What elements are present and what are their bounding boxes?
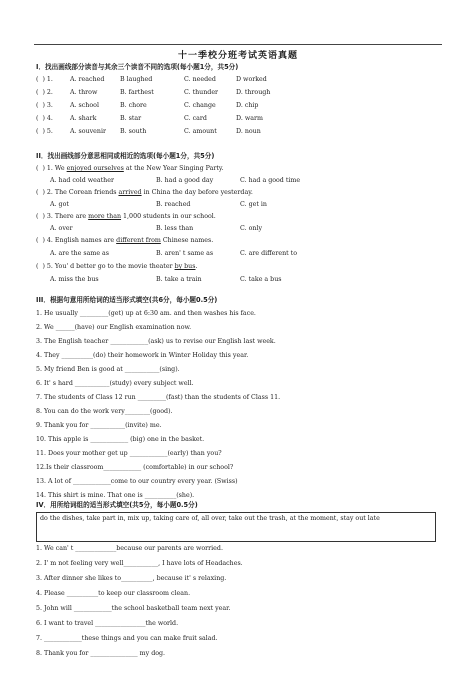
fill-in-line: 2. We ______(have) our English examination now. (36, 324, 192, 331)
header-rule (34, 44, 442, 45)
underlined-phrase: arrived (118, 189, 142, 196)
option-b: B. take a train (156, 276, 202, 283)
option-b: B. south (120, 128, 147, 135)
fill-in-line: 1. We can' t _____________because our parents are worried. (36, 545, 223, 552)
option-c: C. get in (240, 201, 267, 208)
question-5 (36, 263, 198, 271)
question-2 (36, 189, 253, 197)
word-box (36, 512, 436, 542)
fill-in-line: 5. My friend Ben is good at ___________(sing). (36, 366, 180, 373)
option-c: C. had a good time (240, 177, 301, 184)
fill-in-line: 8. Thank you for _______________ my dog. (36, 650, 166, 657)
option-a: A. reached (70, 76, 105, 83)
fill-in-line: 9. Thank you for ___________(invite) me. (36, 422, 162, 429)
question-text: in China the day before yesterday. (141, 189, 253, 196)
option-c: C. needed (184, 76, 216, 83)
underlined-phrase: enjoyed ourselves (66, 165, 124, 172)
option-c: C. only (240, 225, 263, 232)
section-4-heading: IV．用所给词组的适当形式填空(共5分，每小题0.5分) (36, 501, 198, 509)
option-a: A. got (50, 201, 69, 208)
option-a: A. over (50, 225, 73, 232)
option-c: C. card (184, 115, 207, 122)
fill-in-line: 8. You can do the work very________(good). (36, 408, 173, 415)
option-a: A. miss the bus (50, 276, 99, 283)
question-text: ( ) 4. English names are (36, 237, 117, 244)
fill-in-line: 10. This apple is ____________ (big) one in the basket. (36, 436, 205, 443)
option-d: D worked (236, 76, 267, 83)
question-number: ( ) 5. (36, 128, 53, 135)
underlined-phrase: more than (88, 213, 122, 220)
question-3 (36, 213, 216, 221)
underlined-phrase: by bus (174, 263, 196, 270)
fill-in-line: 4. They __________(do) their homework in Winter Holiday this year. (36, 352, 249, 359)
option-a: A. are the same as (50, 250, 110, 257)
question-number: ( ) 3. (36, 102, 53, 109)
fill-in-line: 3. The English teacher ____________(ask) us to revise our English last week. (36, 338, 276, 345)
word-box-text: do the dishes, take part in, mix up, taking care of, all over, take out the trash, at the moment, stay out late (40, 515, 380, 522)
fill-in-line: 3. After dinner she likes to__________, because it' s relaxing. (36, 575, 227, 582)
question-text: 1,000 students in our school. (121, 213, 216, 220)
question-text: ( ) 5. You' d better go to the movie theater (36, 263, 175, 270)
option-a: A. shark (70, 115, 97, 122)
option-a: A. souvenir (70, 128, 106, 135)
question-number: ( ) 4. (36, 115, 53, 122)
option-d: D. warm (236, 115, 263, 122)
option-d: D. through (236, 89, 271, 96)
underlined-phrase: different from (116, 237, 161, 244)
fill-in-line: 14. This shirt is mine. That one is __________(she). (36, 492, 195, 499)
section-1-heading: I．找出画线部分读音与其余三个读音不同的选项(每小题1分，共5分) (36, 63, 239, 71)
question-number: ( ) 2. (36, 89, 53, 96)
question-text: ( ) 3. There are (36, 213, 89, 220)
option-c: C. change (184, 102, 216, 109)
option-d: D. chip (236, 102, 259, 109)
section-2-heading: II．找出画线部分意思相同或相近的选项(每小题1分，共5分) (36, 152, 215, 160)
option-b: B. had a good day (156, 177, 214, 184)
fill-in-line: 12.Is their classroom____________ (comfortable) in our school? (36, 464, 234, 471)
question-text: ( ) 1. We (36, 165, 67, 172)
option-c: C. take a bus (240, 276, 282, 283)
option-b: B. farthest (120, 89, 154, 96)
fill-in-line: 4. Please __________to keep our classroom clean. (36, 590, 191, 597)
option-b: B. star (120, 115, 142, 122)
option-b: B. chore (120, 102, 147, 109)
option-b: B. less than (156, 225, 194, 232)
fill-in-line: 5. John will ____________the school basketball team next year. (36, 605, 231, 612)
question-text: . (195, 263, 198, 270)
question-number: ( ) 1. (36, 76, 53, 83)
page-title: 十一季校分班考试英语真题 (177, 51, 298, 61)
question-1 (36, 165, 224, 173)
fill-in-line: 6. It' s hard ___________(study) every subject well. (36, 380, 194, 387)
question-4 (36, 237, 213, 245)
question-text: Chinese names. (160, 237, 214, 244)
option-b: B. aren' t same as (156, 250, 214, 257)
question-text: at the New Year Singing Party. (123, 165, 224, 172)
option-c: C. amount (184, 128, 217, 135)
fill-in-line: 6. I want to travel ________________the world. (36, 620, 179, 627)
fill-in-line: 7. ____________these things and you can make fruit salad. (36, 635, 218, 642)
fill-in-line: 11. Does your mother get up ____________(early) than you? (36, 450, 222, 457)
option-a: A. school (70, 102, 99, 109)
section-3-heading: III．根据句意用所给词的适当形式填空(共6分，每小题0.5分) (36, 296, 218, 304)
option-a: A. throw (70, 89, 98, 96)
fill-in-line: 7. The students of Class 12 run _________(fast) than the students of Class 11. (36, 394, 281, 401)
option-b: B. reached (156, 201, 191, 208)
option-c: C. thunder (184, 89, 219, 96)
option-b: B laughed (120, 76, 153, 83)
option-a: A. had cold weather (50, 177, 114, 184)
fill-in-line: 1. He usually _________(get) up at 6:30 am. and then washes his face. (36, 310, 256, 317)
fill-in-line: 2. I' m not feeling very well___________, I have lots of Headaches. (36, 560, 243, 567)
option-c: C. are different to (240, 250, 297, 257)
question-text: ( ) 2. The Corean friends (36, 189, 119, 196)
option-d: D. noun (236, 128, 261, 135)
fill-in-line: 13. A lot of ____________come to our country every year. (Swiss) (36, 478, 238, 485)
